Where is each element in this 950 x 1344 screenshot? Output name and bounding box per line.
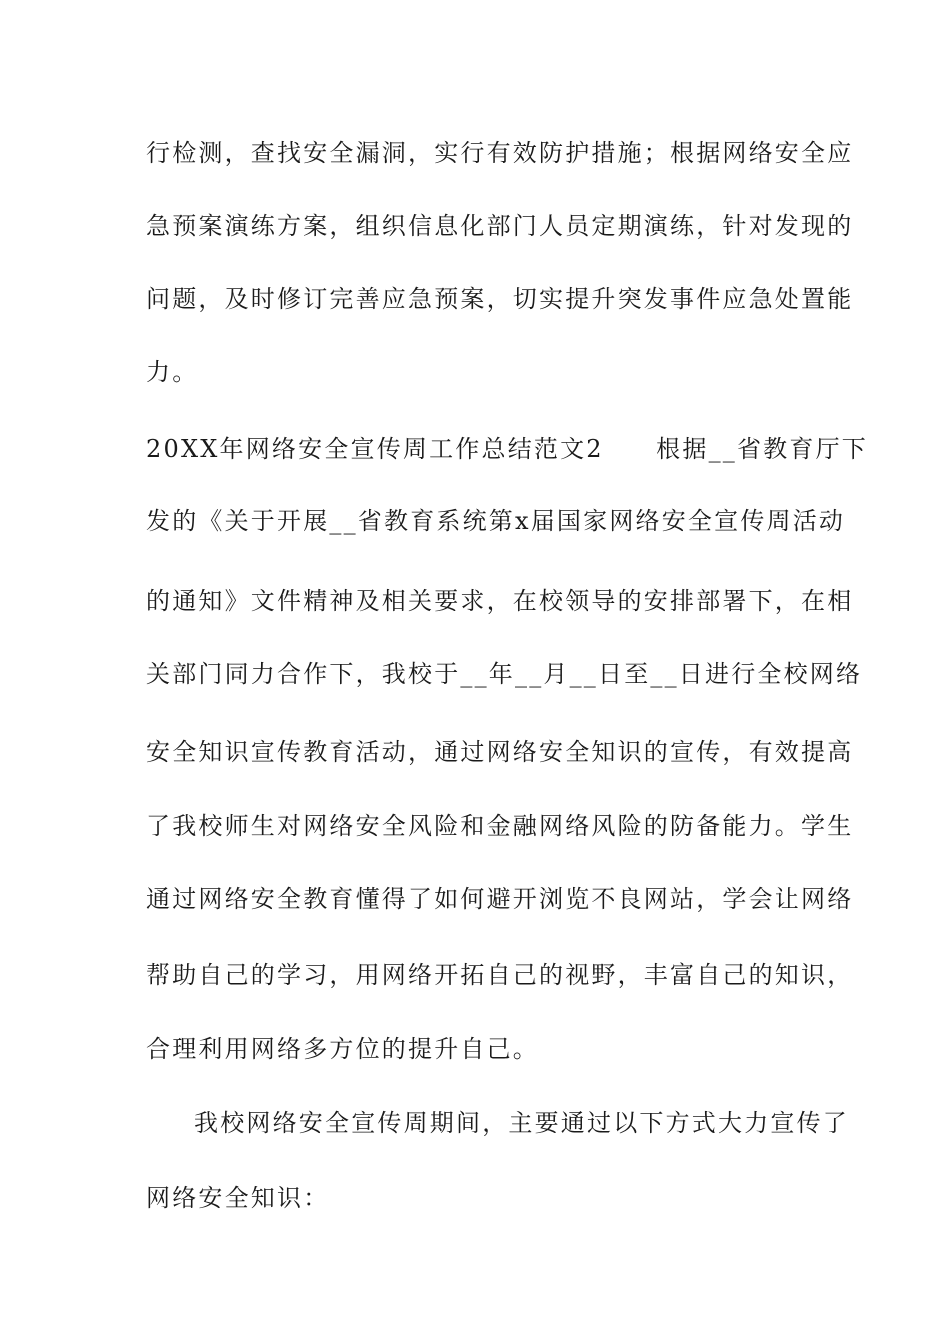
paragraph-line-11: 通过网络安全教育懂得了如何避开浏览不良网站，学会让网络 [146, 885, 854, 913]
paragraph-line-6: 发的《关于开展__省教育系统第x届国家网络安全宣传周活动 [146, 507, 846, 535]
paragraph-line-10: 了我校师生对网络安全风险和金融网络风险的防备能力。学生 [146, 812, 854, 840]
paragraph-line-13: 合理利用网络多方位的提升自己。 [146, 1035, 539, 1063]
section-heading-line: 20XX年网络安全宣传周工作总结范文2 根据__省教育厅下 [146, 435, 868, 463]
paragraph-line-12: 帮助自己的学习，用网络开拓自己的视野，丰富自己的知识， [146, 961, 854, 989]
paragraph-line-1: 行检测，查找安全漏洞，实行有效防护措施；根据网络安全应 [146, 139, 854, 167]
paragraph-line-4: 力。 [146, 358, 199, 386]
paragraph-line-8: 关部门同力合作下，我校于__年__月__日至__日进行全校网络 [146, 660, 863, 688]
paragraph-line-9: 安全知识宣传教育活动，通过网络安全知识的宣传，有效提高 [146, 738, 854, 766]
paragraph-line-2: 急预案演练方案，组织信息化部门人员定期演练，针对发现的 [146, 212, 854, 240]
paragraph-line-3: 问题，及时修订完善应急预案，切实提升突发事件应急处置能 [146, 285, 854, 313]
paragraph-line-15: 网络安全知识： [146, 1184, 330, 1212]
paragraph-line-14: 我校网络安全宣传周期间，主要通过以下方式大力宣传了 [194, 1109, 849, 1137]
paragraph-line-7: 的通知》文件精神及相关要求，在校领导的安排部署下，在相 [146, 587, 854, 615]
